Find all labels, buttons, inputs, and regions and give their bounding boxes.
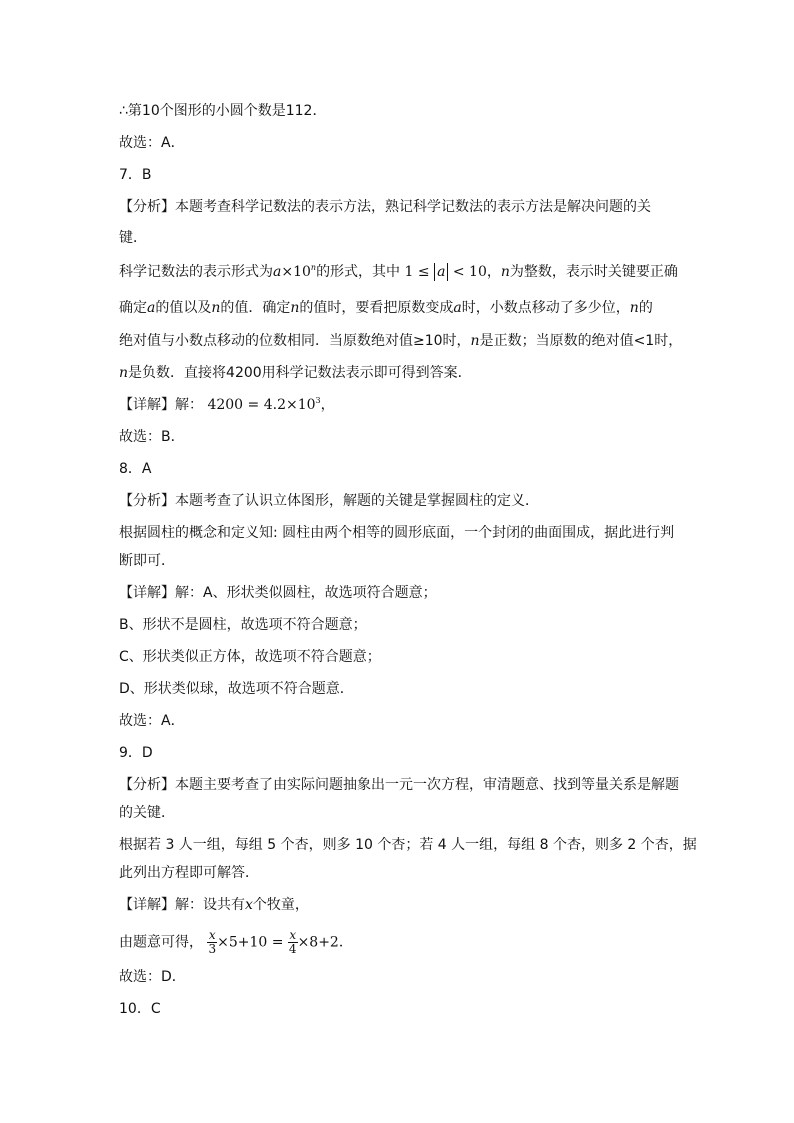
math-exponent: n [310, 263, 317, 272]
text-line [119, 679, 354, 699]
line-text: ， [486, 264, 501, 280]
math-var: n [629, 300, 639, 316]
text-line [119, 551, 175, 571]
line-text: 7．B [119, 167, 152, 183]
line-text: 【详解】解：A、形状类似圆柱，故选项符合题意； [119, 585, 437, 601]
text-line [119, 711, 185, 731]
text-line [119, 133, 185, 153]
fraction-x-over-4 [288, 929, 298, 956]
line-text: 的值．确定 [220, 300, 291, 316]
math-text: ×5+10 = [217, 934, 284, 951]
math-var: a [147, 300, 156, 316]
math-var: a [453, 300, 462, 316]
text-line [119, 298, 653, 318]
math-var: n [290, 300, 300, 316]
formula-line [119, 262, 678, 282]
math-var: n [500, 264, 510, 280]
line-text: 故选：B． [119, 429, 185, 445]
text-line [119, 967, 186, 987]
line-text: 10．C [119, 1001, 161, 1017]
text-line [119, 228, 147, 248]
line-text: 的值以及 [155, 300, 212, 316]
line-text: 故选：A． [119, 135, 185, 151]
line-text: B、形状不是圆柱，故选项不符合题意； [119, 617, 367, 633]
line-text: 【分析】本题主要考查了由实际问题抽象出一元一次方程，审清题意、找到等量关系是解题 [119, 777, 679, 793]
line-text: ． [338, 934, 353, 951]
line-text: 的关键． [119, 805, 175, 821]
solution-line [119, 583, 437, 603]
text-line [119, 363, 472, 383]
line-text: ∴第10个图形的小圆个数是112． [119, 103, 327, 119]
analysis-line [119, 491, 539, 511]
math-var: n [119, 365, 129, 381]
math-text: 1 ≤ [404, 264, 430, 280]
analysis-line [119, 197, 651, 217]
line-text: 【分析】本题考查科学记数法的表示方法，熟记科学记数法的表示方法是解决问题的关 [119, 199, 651, 215]
solution-line [119, 895, 309, 915]
line-text: 科学记数法的表示形式为 [119, 264, 273, 280]
line-text: 8．A [119, 461, 152, 477]
line-text: 故选：D． [119, 969, 186, 985]
line-text: 时，小数点移动了多少位， [461, 300, 630, 316]
math-var: x [245, 897, 253, 913]
line-text: 确定 [119, 300, 147, 316]
line-text: 是负数．直接将4200用科学记数法表示即可得到答案． [128, 365, 472, 381]
line-text: 根据若 3 人一组，每组 5 个杏，则多 10 个杏；若 4 人一组，每组 8 个杏，则多 2 个杏，据 [119, 837, 697, 853]
line-text: 【分析】本题考查了认识立体图形，解题的关键是掌握圆柱的定义． [119, 493, 539, 509]
line-text: 故选：A． [119, 713, 185, 729]
line-text: ， [320, 397, 335, 413]
line-text: 是正数；当原数的绝对值<1时， [479, 333, 683, 349]
question-number [119, 743, 153, 763]
equation-line [119, 929, 353, 956]
fraction-numerator: x [289, 928, 297, 942]
math-text: ×10 [281, 264, 311, 280]
math-var: n [211, 300, 221, 316]
text-line [119, 101, 326, 121]
math-text: 4200 = 4.2×10 [207, 397, 316, 413]
line-text: 的值时，要看把原数变成 [299, 300, 454, 316]
line-text: 断即可． [119, 553, 175, 569]
question-number [119, 459, 151, 479]
analysis-line [119, 775, 679, 795]
text-line [119, 835, 697, 855]
line-text: 由题意可得， [119, 934, 203, 951]
line-text: C、形状类似正方体，故选项不符合题意； [119, 649, 381, 665]
fraction-x-over-3 [207, 929, 217, 956]
text-line [119, 523, 674, 543]
math-var: n [470, 333, 480, 349]
line-text: 个牧童， [252, 897, 309, 913]
text-line [119, 863, 259, 883]
line-text: D、形状类似球，故选项不符合题意． [119, 681, 354, 697]
text-line [119, 331, 682, 351]
line-text: 的 [638, 300, 653, 316]
solution-line [119, 395, 335, 415]
text-line [119, 647, 381, 667]
line-text: 9．D [119, 745, 153, 761]
text-line [119, 427, 185, 447]
line-text: 为整数，表示时关键要正确 [509, 264, 678, 280]
line-text: 【详解】解：设共有 [119, 897, 245, 913]
text-line [119, 615, 367, 635]
math-exponent: 3 [315, 396, 321, 405]
math-abs: a [434, 263, 448, 281]
line-text: 根据圆柱的概念和定义知: 圆柱由两个相等的圆形底面，一个封闭的曲面围成，据此进行判 [119, 525, 675, 541]
math-text: ×8+2 [297, 934, 339, 951]
question-number [119, 165, 152, 185]
line-text: 的形式，其中 [316, 264, 401, 280]
text-line [119, 803, 175, 823]
line-text: 【详解】解： [119, 397, 203, 413]
fraction-numerator: x [208, 928, 216, 942]
math-text: < 10 [452, 264, 487, 280]
fraction-denominator: 4 [288, 942, 297, 956]
line-text: 键． [119, 230, 147, 246]
math-var: a [273, 264, 282, 280]
line-text: 此列出方程即可解答． [119, 865, 259, 881]
fraction-denominator: 3 [208, 942, 217, 956]
question-number [119, 999, 161, 1019]
line-text: 绝对值与小数点移动的位数相同．当原数绝对值≥10时， [119, 333, 471, 349]
